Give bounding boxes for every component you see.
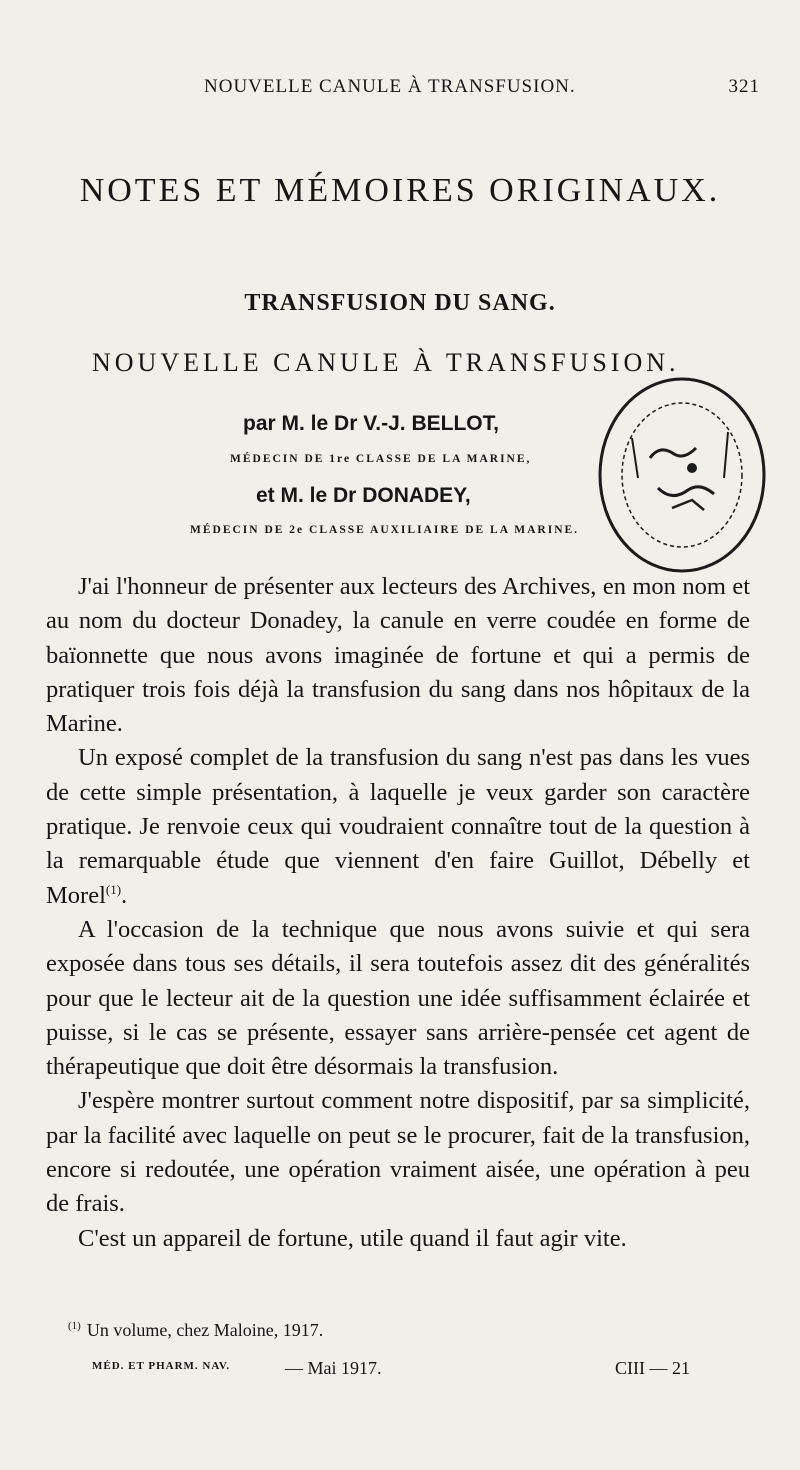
author-donadey: et M. le Dr DONADEY, xyxy=(256,484,471,507)
affiliation-donadey: MÉDECIN DE 2e CLASSE AUXILIAIRE DE LA MARINE. xyxy=(190,524,580,536)
page-footer xyxy=(92,1358,690,1386)
footer-journal: MÉD. ET PHARM. NAV. xyxy=(92,1360,231,1372)
library-stamp xyxy=(588,368,776,582)
running-head xyxy=(190,76,760,106)
footer-signature: CIII — 21 xyxy=(615,1358,690,1378)
paragraph-1: J'ai l'honneur de présenter aux lecteurs des Archives, en mon nom et au nom du docteur Donadey, la canule en verre coudée en forme de baïonnette que nous avons imaginée de fortune et qui a permis de pratiquer trois fois déjà la transfusion du sang dans nos hôpitaux de la Marine. xyxy=(46,573,750,738)
affiliation-bellot: MÉDECIN DE 1re CLASSE DE LA MARINE, xyxy=(230,453,532,465)
paragraph-2-end: . xyxy=(121,881,128,909)
author-bellot: par M. le Dr V.-J. BELLOT, xyxy=(243,412,499,435)
paragraph-2-text: Un exposé complet de la transfusion du sang n'est pas dans les vues de cette simple présentation, à laquelle je veux garder son caractère pratique. Je renvoie ceux qui voudraient connaître tout de la question à la remarquable étude que viennent d'en faire Guillot, Débelly et Morel xyxy=(46,744,750,909)
page-number: 321 xyxy=(728,76,760,97)
paragraph-4: J'espère montrer surtout comment notre dispositif, par sa simplicité, par la facilité avec laquelle on peut se le procurer, fait de la transfusion, encore si redoutée, une opération vraiment aisée, une opération à peu de frais. xyxy=(46,1087,750,1218)
footnote xyxy=(68,1320,748,1341)
footnote-text: Un volume, chez Maloine, 1917. xyxy=(86,1320,324,1340)
paragraph-5: C'est un appareil de fortune, utile quand il faut agir vite. xyxy=(78,1224,627,1252)
section-title: NOTES ET MÉMOIRES ORIGINAUX. xyxy=(79,172,721,209)
article-title: TRANSFUSION DU SANG. xyxy=(244,290,556,316)
paragraph-2 xyxy=(46,741,750,912)
article-body xyxy=(46,570,750,1256)
running-head-title: NOUVELLE CANULE À TRANSFUSION. xyxy=(204,76,576,97)
footer-date: — Mai 1917. xyxy=(285,1358,382,1378)
footnote-marker: (1) xyxy=(68,1320,81,1332)
paragraph-3: A l'occasion de la technique que nous avons suivie et qui sera exposée dans tous ses détails, il sera toutefois assez dit des généralités pour que le lecteur ait de la question une idée suffisamment éclairée et puisse, si le cas se présente, essayer sans arrière-pensée cet agent de thérapeutique que doit être désormais la transfusion. xyxy=(46,915,750,1081)
footnote-reference: (1) xyxy=(105,881,122,897)
article-subtitle: NOUVELLE CANULE À TRANSFUSION. xyxy=(92,348,680,377)
